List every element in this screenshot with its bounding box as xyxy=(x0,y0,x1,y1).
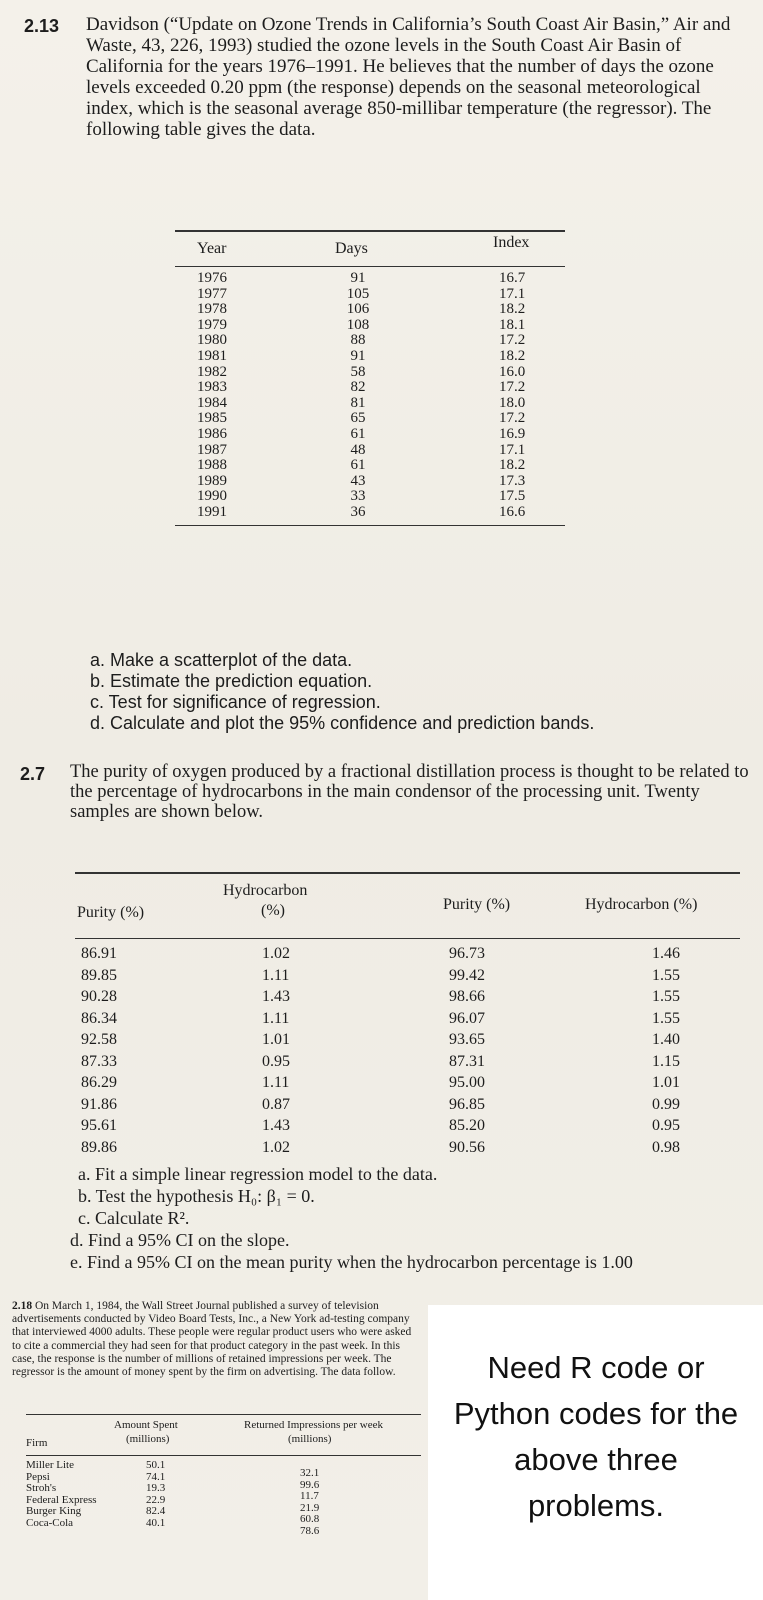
problem-text: The purity of oxygen produced by a fractional distillation process is thought to be related to the percentage of hydrocarbons in the main condensor of the processing unit. Twenty samples are shown below. xyxy=(70,762,749,822)
cell-year: 1982 xyxy=(197,363,227,380)
table-row xyxy=(175,505,565,521)
cell-returned: 78.6 xyxy=(300,1524,320,1537)
cell-days: 61 xyxy=(350,425,366,442)
cell-hydrocarbon-2: 1.55 xyxy=(652,1009,680,1027)
table-row xyxy=(75,1094,740,1116)
problem-2-7 xyxy=(20,762,755,822)
cell-hydrocarbon-2: 1.15 xyxy=(652,1052,680,1070)
question-c: c. Calculate R². xyxy=(78,1208,190,1228)
question-d: d. Calculate and plot the 95% confidence and prediction bands. xyxy=(90,713,595,733)
cell-days: 58 xyxy=(350,363,366,380)
cell-year: 1990 xyxy=(197,488,227,505)
cell-returned: 99.6 xyxy=(300,1478,320,1491)
cell-index: 17.3 xyxy=(499,472,526,489)
cell-year: 1977 xyxy=(197,285,227,302)
table-row xyxy=(75,986,740,1008)
table-row xyxy=(175,458,565,474)
table-row xyxy=(175,443,565,459)
cell-hydrocarbon: 1.43 xyxy=(262,988,290,1005)
cell-returned: 11.7 xyxy=(300,1490,319,1502)
cell-index: 17.2 xyxy=(499,332,526,349)
table-row xyxy=(175,318,565,334)
cell-amount: 74.1 xyxy=(146,1470,166,1483)
table-row xyxy=(75,1008,740,1030)
cell-year: 1987 xyxy=(197,441,227,458)
cell-purity: 92.58 xyxy=(81,1031,117,1048)
table-row xyxy=(175,365,565,381)
cell-days: 33 xyxy=(350,488,366,505)
cell-returned: 21.9 xyxy=(300,1501,320,1514)
cell-amount: 40.1 xyxy=(146,1516,166,1529)
cell-purity: 86.34 xyxy=(81,1009,117,1027)
cell-hydrocarbon: 0.87 xyxy=(262,1095,290,1113)
cell-year: 1985 xyxy=(197,410,227,427)
table-row xyxy=(75,965,740,987)
cell-index: 18.2 xyxy=(499,347,526,364)
problem-number: 2.18 xyxy=(12,1300,33,1312)
cell-purity: 89.86 xyxy=(81,1138,117,1156)
cell-year: 1979 xyxy=(197,316,227,333)
problem-text: On March 1, 1984, the Wall Street Journal published a survey of television advertisements conducted by Video Board Tests, Inc., a New York ad-testing company that interviewed 4000 adults. These people were regular product users who were asked to cite a commercial they had seen for that product category in the past week. In this case, the response is the number of millions of retained impressions per week. The regressor is the amount of money spent by the firm on advertising. The data follow. xyxy=(12,1300,412,1379)
cell-hydrocarbon-2: 0.95 xyxy=(652,1117,680,1134)
cell-days: 91 xyxy=(350,270,366,286)
table-row xyxy=(175,287,565,303)
table-row xyxy=(175,411,565,427)
question-note xyxy=(428,1305,763,1600)
header-index: Index xyxy=(493,234,530,251)
cell-year: 1984 xyxy=(197,394,227,411)
table-body xyxy=(175,271,565,521)
cell-days: 36 xyxy=(350,503,366,520)
cell-days: 48 xyxy=(350,441,366,458)
cell-year: 1980 xyxy=(197,332,227,349)
returned-column xyxy=(300,1468,319,1537)
cell-index: 16.7 xyxy=(499,270,526,286)
cell-index: 17.2 xyxy=(499,410,526,427)
cell-purity-2: 87.31 xyxy=(449,1052,485,1070)
cell-hydrocarbon: 1.11 xyxy=(262,1074,290,1091)
cell-hydrocarbon: 1.02 xyxy=(262,945,290,962)
question-e: e. Find a 95% CI on the mean purity when the hydrocarbon percentage is 1.00 xyxy=(70,1252,633,1272)
advertising-table xyxy=(26,1408,421,1537)
cell-index: 17.2 xyxy=(499,379,526,396)
table-row xyxy=(175,333,565,349)
header-purity: Purity (%) xyxy=(77,904,145,921)
cell-index: 16.6 xyxy=(499,503,526,520)
header-amount-unit: (millions) xyxy=(126,1433,170,1445)
table-row xyxy=(175,271,565,287)
table-row xyxy=(75,1137,740,1159)
table-row xyxy=(75,943,740,965)
cell-amount: 19.3 xyxy=(146,1482,166,1494)
firm-column xyxy=(26,1460,97,1529)
cell-hydrocarbon-2: 1.46 xyxy=(652,945,680,962)
table-row xyxy=(175,302,565,318)
cell-firm: Pepsi xyxy=(26,1470,50,1483)
table-rule xyxy=(175,525,565,526)
header-days: Days xyxy=(335,240,368,257)
cell-hydrocarbon: 1.01 xyxy=(262,1031,290,1048)
cell-index: 17.1 xyxy=(499,285,526,302)
cell-purity-2: 99.42 xyxy=(449,966,485,984)
cell-days: 106 xyxy=(346,301,370,318)
cell-hydrocarbon: 0.95 xyxy=(262,1052,290,1070)
cell-days: 88 xyxy=(350,332,366,349)
cell-hydrocarbon: 1.02 xyxy=(262,1138,290,1156)
header-returned-unit: (millions) xyxy=(288,1433,332,1445)
table-row xyxy=(175,474,565,490)
header-purity-2: Purity (%) xyxy=(443,896,511,913)
cell-index: 16.9 xyxy=(499,425,526,442)
cell-year: 1976 xyxy=(197,270,227,286)
cell-purity: 86.91 xyxy=(81,945,117,962)
cell-year: 1988 xyxy=(197,457,227,474)
table-row xyxy=(75,1072,740,1094)
cell-amount: 50.1 xyxy=(146,1459,166,1471)
ozone-table xyxy=(175,230,565,526)
cell-purity-2: 90.56 xyxy=(449,1138,485,1156)
problem-2-18 xyxy=(12,1300,422,1379)
cell-hydrocarbon-2: 1.55 xyxy=(652,966,680,984)
table-body xyxy=(75,943,740,1158)
cell-hydrocarbon: 1.11 xyxy=(262,966,290,984)
cell-days: 65 xyxy=(350,410,366,427)
cell-purity-2: 93.65 xyxy=(449,1031,485,1048)
table-row xyxy=(175,427,565,443)
cell-index: 18.0 xyxy=(499,394,526,411)
cell-firm: Federal Express xyxy=(26,1493,97,1506)
questions-2-13 xyxy=(90,650,594,734)
cell-purity: 91.86 xyxy=(81,1095,117,1113)
cell-purity-2: 96.73 xyxy=(449,945,485,962)
question-c: c. Test for significance of regression. xyxy=(90,692,381,712)
cell-index: 16.0 xyxy=(499,363,526,380)
cell-year: 1989 xyxy=(197,472,227,489)
cell-firm: Stroh's xyxy=(26,1482,57,1494)
header-hydrocarbon-2: Hydrocarbon (%) xyxy=(585,896,698,913)
cell-days: 43 xyxy=(350,472,366,489)
cell-index: 17.1 xyxy=(499,441,526,458)
header-year: Year xyxy=(197,240,227,257)
cell-purity: 89.85 xyxy=(81,966,117,984)
cell-days: 61 xyxy=(350,457,366,474)
question-b: b. Estimate the prediction equation. xyxy=(90,671,373,691)
cell-hydrocarbon-2: 0.98 xyxy=(652,1138,680,1156)
cell-index: 17.5 xyxy=(499,488,526,505)
question-a: a. Fit a simple linear regression model to the data. xyxy=(78,1164,438,1184)
cell-hydrocarbon-2: 1.55 xyxy=(652,988,680,1005)
table-row xyxy=(75,1115,740,1137)
cell-year: 1981 xyxy=(197,347,227,364)
table-row xyxy=(175,396,565,412)
cell-amount: 22.9 xyxy=(146,1493,166,1506)
cell-returned: 60.8 xyxy=(300,1513,320,1525)
table-row xyxy=(175,349,565,365)
cell-purity-2: 96.07 xyxy=(449,1009,485,1027)
questions-2-7 xyxy=(70,1163,633,1273)
cell-purity: 87.33 xyxy=(81,1052,117,1070)
cell-returned: 32.1 xyxy=(300,1467,320,1479)
cell-purity-2: 98.66 xyxy=(449,988,485,1005)
cell-hydrocarbon-2: 1.01 xyxy=(652,1074,680,1091)
problem-number: 2.13 xyxy=(24,16,60,36)
purity-table xyxy=(75,872,740,1158)
problem-2-13 xyxy=(24,14,749,140)
table-header xyxy=(26,1414,421,1456)
cell-hydrocarbon-2: 0.99 xyxy=(652,1095,680,1113)
cell-hydrocarbon: 1.11 xyxy=(262,1009,290,1027)
cell-firm: Coca-Cola xyxy=(26,1516,74,1529)
header-hydrocarbon: Hydrocarbon xyxy=(223,882,308,899)
cell-purity-2: 96.85 xyxy=(449,1095,485,1113)
cell-days: 81 xyxy=(350,394,366,411)
header-amount: Amount Spent xyxy=(114,1419,178,1431)
cell-purity-2: 85.20 xyxy=(449,1117,485,1134)
cell-purity: 86.29 xyxy=(81,1074,117,1091)
header-returned: Returned Impressions per week xyxy=(244,1419,383,1431)
problem-number: 2.7 xyxy=(20,764,46,784)
cell-hydrocarbon: 1.43 xyxy=(262,1117,290,1134)
cell-hydrocarbon-2: 1.40 xyxy=(652,1031,680,1048)
note-text: Need R code or Python codes for the above three problems. xyxy=(453,1350,739,1523)
table-header xyxy=(175,230,565,267)
cell-index: 18.2 xyxy=(499,457,526,474)
table-header xyxy=(75,874,740,939)
cell-days: 108 xyxy=(346,316,370,333)
table-row xyxy=(75,1051,740,1073)
header-hydrocarbon-unit: (%) xyxy=(261,902,285,919)
amount-column xyxy=(146,1460,165,1529)
problem-text: Davidson (“Update on Ozone Trends in California’s South Coast Air Basin,” Air and Waste, 43, 226, 1993) studied the ozone levels in the South Coast Air Basin of California for the years 1976–1991. He believes that the number of days the ozone levels exceeded 0.20 ppm (the response) depends on the seasonal meteorological index, which is the seasonal average 850-millibar temperature (the regressor). The following table gives the data. xyxy=(86,14,731,140)
question-d: d. Find a 95% CI on the slope. xyxy=(70,1230,290,1250)
question-b: b. Test the hypothesis H₀: β₁ = 0. xyxy=(78,1186,315,1206)
cell-purity: 90.28 xyxy=(81,988,117,1005)
cell-year: 1991 xyxy=(197,503,227,520)
cell-days: 105 xyxy=(346,285,370,302)
cell-purity-2: 95.00 xyxy=(449,1074,485,1091)
table-row xyxy=(175,380,565,396)
cell-index: 18.1 xyxy=(499,316,526,333)
question-a: a. Make a scatterplot of the data. xyxy=(90,650,353,670)
cell-year: 1986 xyxy=(197,425,227,442)
cell-firm: Miller Lite xyxy=(26,1459,74,1471)
cell-year: 1978 xyxy=(197,301,227,318)
cell-firm: Burger King xyxy=(26,1505,82,1517)
cell-days: 91 xyxy=(350,347,366,364)
cell-amount: 82.4 xyxy=(146,1505,166,1517)
cell-index: 18.2 xyxy=(499,301,526,318)
cell-days: 82 xyxy=(350,379,366,396)
cell-year: 1983 xyxy=(197,379,227,396)
header-firm: Firm xyxy=(26,1437,48,1449)
table-row xyxy=(175,489,565,505)
table-row xyxy=(75,1029,740,1051)
cell-purity: 95.61 xyxy=(81,1117,117,1134)
